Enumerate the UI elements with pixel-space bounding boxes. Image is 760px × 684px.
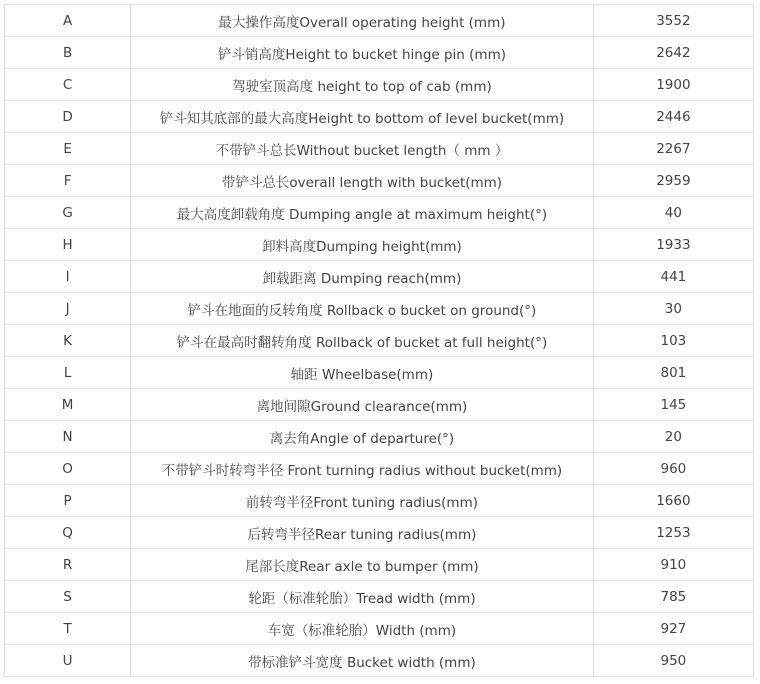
- spec-value-cell: 801: [593, 357, 753, 389]
- spec-value-cell: 785: [593, 581, 753, 613]
- spec-value-cell: 1933: [593, 229, 753, 261]
- spec-description-cell: 驾驶室顶高度 height to top of cab (mm): [131, 69, 594, 101]
- spec-code-cell: L: [5, 357, 131, 389]
- spec-code-cell: K: [5, 325, 131, 357]
- spec-value-cell: 145: [593, 389, 753, 421]
- spec-value-cell: 30: [593, 293, 753, 325]
- spec-description-cell: 卸载距离 Dumping reach(mm): [131, 261, 594, 293]
- spec-table: [4, 4, 754, 677]
- table-row: [5, 197, 754, 229]
- spec-description-cell: 前转弯半径Front tuning radius(mm): [131, 485, 594, 517]
- table-row: [5, 229, 754, 261]
- spec-value-cell: 950: [593, 645, 753, 677]
- spec-code-cell: B: [5, 37, 131, 69]
- table-row: [5, 421, 754, 453]
- spec-value-cell: 40: [593, 197, 753, 229]
- spec-description-cell: 卸料高度Dumping height(mm): [131, 229, 594, 261]
- table-row: [5, 69, 754, 101]
- table-row: [5, 325, 754, 357]
- spec-value-cell: 2446: [593, 101, 753, 133]
- spec-value-cell: 1253: [593, 517, 753, 549]
- table-row: [5, 165, 754, 197]
- spec-code-cell: S: [5, 581, 131, 613]
- spec-code-cell: N: [5, 421, 131, 453]
- spec-description-cell: 后转弯半径Rear tuning radius(mm): [131, 517, 594, 549]
- spec-code-cell: C: [5, 69, 131, 101]
- table-row: [5, 645, 754, 677]
- table-row: [5, 613, 754, 645]
- spec-description-cell: 轮距（标准轮胎）Tread width (mm): [131, 581, 594, 613]
- spec-description-cell: 带标准铲斗宽度 Bucket width (mm): [131, 645, 594, 677]
- spec-value-cell: 2642: [593, 37, 753, 69]
- spec-description-cell: 离去角Angle of departure(°): [131, 421, 594, 453]
- spec-code-cell: T: [5, 613, 131, 645]
- spec-description-cell: 不带铲斗时转弯半径 Front turning radius without bucket(mm): [131, 453, 594, 485]
- spec-value-cell: 441: [593, 261, 753, 293]
- table-row: [5, 453, 754, 485]
- table-row: [5, 357, 754, 389]
- spec-value-cell: 103: [593, 325, 753, 357]
- table-row: [5, 293, 754, 325]
- spec-code-cell: O: [5, 453, 131, 485]
- spec-code-cell: G: [5, 197, 131, 229]
- spec-code-cell: M: [5, 389, 131, 421]
- spec-value-cell: 910: [593, 549, 753, 581]
- spec-code-cell: F: [5, 165, 131, 197]
- table-row: [5, 261, 754, 293]
- spec-description-cell: 最大操作高度Overall operating height (mm): [131, 5, 594, 37]
- spec-code-cell: Q: [5, 517, 131, 549]
- table-row: [5, 133, 754, 165]
- table-row: [5, 101, 754, 133]
- spec-description-cell: 铲斗销高度Height to bucket hinge pin (mm): [131, 37, 594, 69]
- spec-value-cell: 2267: [593, 133, 753, 165]
- spec-description-cell: 轴距 Wheelbase(mm): [131, 357, 594, 389]
- spec-code-cell: U: [5, 645, 131, 677]
- spec-value-cell: 3552: [593, 5, 753, 37]
- spec-value-cell: 927: [593, 613, 753, 645]
- spec-code-cell: D: [5, 101, 131, 133]
- spec-table-body: [5, 5, 754, 677]
- table-row: [5, 581, 754, 613]
- spec-value-cell: 20: [593, 421, 753, 453]
- spec-description-cell: 尾部长度Rear axle to bumper (mm): [131, 549, 594, 581]
- spec-value-cell: 2959: [593, 165, 753, 197]
- table-row: [5, 5, 754, 37]
- spec-description-cell: 车宽（标准轮胎）Width (mm): [131, 613, 594, 645]
- spec-description-cell: 离地间隙Ground clearance(mm): [131, 389, 594, 421]
- spec-code-cell: H: [5, 229, 131, 261]
- table-row: [5, 37, 754, 69]
- spec-code-cell: E: [5, 133, 131, 165]
- spec-description-cell: 最大高度卸载角度 Dumping angle at maximum height(°): [131, 197, 594, 229]
- spec-description-cell: 铲斗知其底部的最大高度Height to bottom of level bucket(mm): [131, 101, 594, 133]
- spec-description-cell: 铲斗在地面的反转角度 Rollback o bucket on ground(°): [131, 293, 594, 325]
- spec-description-cell: 不带铲斗总长Without bucket length（ mm ）: [131, 133, 594, 165]
- spec-code-cell: A: [5, 5, 131, 37]
- table-row: [5, 485, 754, 517]
- table-row: [5, 517, 754, 549]
- spec-code-cell: P: [5, 485, 131, 517]
- spec-code-cell: I: [5, 261, 131, 293]
- spec-code-cell: R: [5, 549, 131, 581]
- table-row: [5, 389, 754, 421]
- spec-value-cell: 960: [593, 453, 753, 485]
- table-row: [5, 549, 754, 581]
- spec-value-cell: 1900: [593, 69, 753, 101]
- spec-value-cell: 1660: [593, 485, 753, 517]
- spec-description-cell: 带铲斗总长overall length with bucket(mm): [131, 165, 594, 197]
- spec-description-cell: 铲斗在最高时翻转角度 Rollback of bucket at full height(°): [131, 325, 594, 357]
- spec-code-cell: J: [5, 293, 131, 325]
